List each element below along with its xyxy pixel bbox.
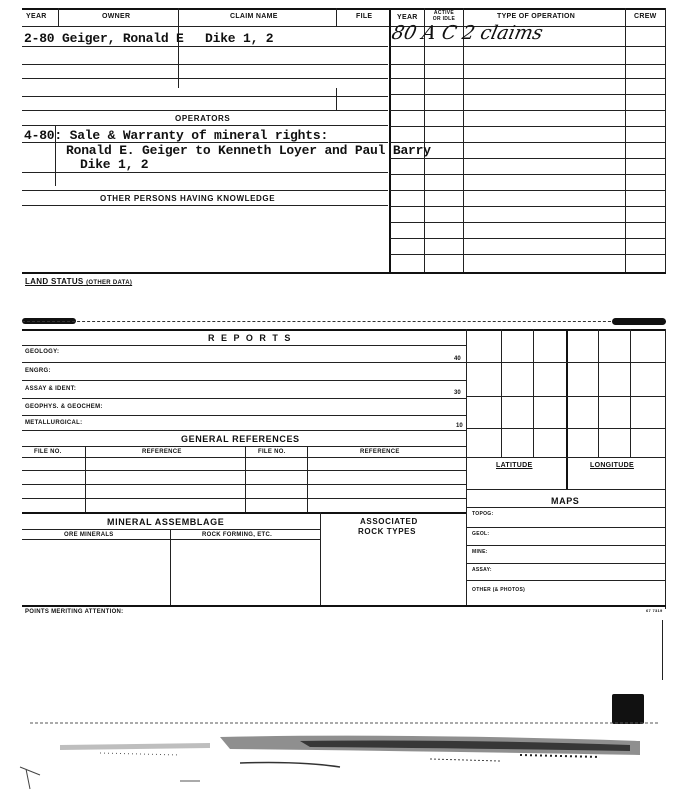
col-sep [665,8,666,272]
row-rule [390,142,666,143]
col-sep [424,8,425,272]
owner-entry: 2-80 Geiger, Ronald E [24,31,184,46]
col-sep [466,329,467,489]
reports-heading: R E P O R T S [208,333,293,343]
ref-reference-1: REFERENCE [142,449,182,455]
row-rule [22,470,466,471]
row-rule [22,380,466,381]
land-status-label [25,277,132,286]
maps-mine: MINE: [472,549,488,555]
header-year: YEAR [26,13,47,20]
top-border [22,8,666,10]
row-rule [466,545,666,546]
maps-other: OTHER (& PHOTOS) [472,587,526,593]
edge-line [662,620,663,680]
reports-engrg: ENGRG: [25,368,51,374]
row-rule [22,457,466,458]
maps-assay: ASSAY: [472,567,492,573]
row-rule [466,428,666,429]
mark-30: 30 [454,390,461,396]
header-active-idle: ACTIVE OR IDLE [432,10,456,22]
section-rule [22,605,666,607]
row-rule [390,222,666,223]
row-rule [22,142,388,143]
row-rule [22,498,466,499]
reports-geophys: GEOPHYS. & GEOCHEM: [25,404,103,410]
operators-line-2: Ronald E. Geiger to Kenneth Loyer and Paul Barry [66,143,431,158]
row-rule [22,172,388,173]
section-rule [22,329,666,331]
row-rule [390,94,666,95]
operators-heading: OPERATORS [175,114,231,123]
scan-noise [0,715,678,808]
mineral-assemblage-heading: MINERAL ASSEMBLAGE [107,517,225,527]
operators-line-1: 4-80: Sale & Warranty of mineral rights: [24,128,329,143]
row-rule [390,158,666,159]
row-rule [390,78,666,79]
row-rule [22,125,388,126]
col-sep [665,329,666,609]
row-rule [390,174,666,175]
col-sep [625,8,626,272]
header-type-of-operation: TYPE OF OPERATION [497,13,576,20]
row-rule [22,430,466,431]
section-rule [22,321,666,322]
land-status-sub: (OTHER DATA) [86,280,133,286]
header-bottom-rule [22,26,666,27]
land-status-text: LAND STATUS [25,277,84,286]
ore-minerals-label: ORE MINERALS [64,532,114,538]
col-sep [178,8,179,88]
col-sep [463,8,464,272]
row-rule [22,446,466,447]
row-rule [390,254,666,255]
col-sep [533,329,534,457]
row-rule [22,529,320,530]
maps-geol: GEOL: [472,531,490,537]
row-rule [22,415,466,416]
row-rule [466,563,666,564]
col-sep [55,126,56,186]
row-rule [466,457,666,458]
ref-reference-2: REFERENCE [360,449,400,455]
col-sep [85,446,86,512]
row-rule [390,190,666,191]
form-number: 67 7319 [646,608,663,613]
row-rule [22,110,388,111]
col-sep-main [389,8,391,272]
latitude-label: LATITUDE [496,462,533,469]
col-sep [566,329,568,489]
row-rule [466,507,666,508]
row-rule [466,580,666,581]
col-sep [336,8,337,26]
ref-file-no-2: FILE NO. [258,449,286,455]
col-sep [307,446,308,512]
reports-geology: GEOLOGY: [25,349,60,355]
claim-entry: Dike 1, 2 [205,31,274,46]
associated-1: ASSOCIATED [360,517,418,526]
reports-metallurgical: METALLURGICAL: [25,420,83,426]
row-rule [22,345,466,346]
associated-2: ROCK TYPES [358,527,417,536]
header-claim-name: CLAIM NAME [230,13,278,20]
row-rule [22,539,320,540]
row-rule [390,110,666,111]
col-sep [170,529,171,605]
col-sep [598,329,599,457]
col-sep [501,329,502,457]
col-sep [320,512,321,605]
row-rule [466,527,666,528]
header-owner: OWNER [102,13,131,20]
row-rule [390,46,666,47]
col-sep [466,489,467,607]
row-rule [466,396,666,397]
maps-heading: MAPS [551,496,580,506]
col-sep [58,8,59,26]
row-rule [22,64,388,65]
row-rule [22,484,466,485]
points-label: POINTS MERITING ATTENTION: [25,609,124,615]
row-rule [390,126,666,127]
other-persons-heading: OTHER PERSONS HAVING KNOWLEDGE [100,194,276,203]
row-rule [22,96,388,97]
row-rule [22,205,388,206]
row-rule [22,78,388,79]
handwritten-note: 80 A C 2 claims [389,22,545,44]
row-rule [466,489,666,490]
maps-topog: TOPOG: [472,511,494,517]
operators-line-3: Dike 1, 2 [80,157,149,172]
header-crew: CREW [634,13,657,20]
row-rule [22,46,388,47]
col-sep [630,329,631,457]
row-rule [390,238,666,239]
mark-10: 10 [456,423,463,429]
rock-forming-label: ROCK FORMING, ETC. [202,532,273,538]
row-rule [22,362,466,363]
header-year2: YEAR [397,14,418,21]
section-rule [22,272,666,274]
reports-assay: ASSAY & IDENT: [25,386,77,392]
col-sep [245,446,246,512]
row-rule [22,398,466,399]
general-references-heading: GENERAL REFERENCES [181,434,300,444]
scan-mark [612,318,666,325]
ref-file-no-1: FILE NO. [34,449,62,455]
longitude-label: LONGITUDE [590,462,634,469]
mark-40: 40 [454,356,461,362]
row-rule [390,206,666,207]
col-sep [336,88,337,110]
row-rule [390,64,666,65]
row-rule [466,362,666,363]
row-rule [22,190,388,191]
section-rule [22,512,466,514]
header-file: FILE [356,13,373,20]
